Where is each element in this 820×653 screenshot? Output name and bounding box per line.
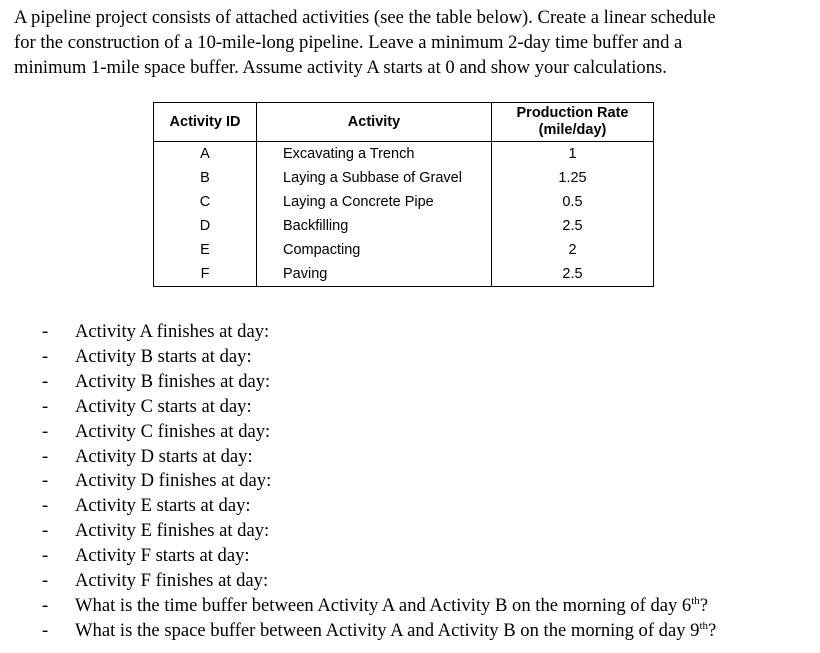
table-header-row (154, 103, 654, 142)
list-item (0, 519, 716, 544)
ordinal-suffix: th (691, 594, 700, 607)
cell-activity: Backfilling (257, 214, 492, 238)
question-mark: ? (699, 594, 709, 616)
problem-line: minimum 1-mile space buffer. Assume activity A starts at 0 and show your calculations. (14, 57, 667, 78)
list-item (0, 420, 716, 445)
question-text-time-buffer (75, 595, 708, 616)
cell-activity: Laying a Subbase of Gravel (257, 166, 492, 190)
cell-activity: Compacting (257, 238, 492, 262)
problem-statement (14, 5, 814, 80)
list-item (0, 395, 716, 420)
cell-activity-id: F (154, 262, 257, 287)
cell-activity-id: C (154, 190, 257, 214)
cell-rate: 0.5 (492, 190, 654, 214)
cell-rate: 2.5 (492, 214, 654, 238)
question-list (0, 320, 716, 644)
header-production-rate (492, 103, 654, 142)
question-text-space-buffer (75, 620, 716, 641)
bullet-dash: - (42, 370, 49, 392)
header-activity-id: Activity ID (154, 103, 257, 142)
bullet-dash: - (42, 321, 49, 342)
cell-rate: 1.25 (492, 166, 654, 190)
question-text: Activity F finishes at day: (75, 570, 269, 592)
cell-rate: 2.5 (492, 262, 654, 287)
table-row (154, 190, 654, 214)
list-item (0, 370, 716, 395)
question-text: Activity E starts at day: (75, 495, 251, 517)
question-mark: ? (708, 619, 717, 641)
header-rate-label: Production Rate (516, 105, 629, 121)
cell-rate: 2 (492, 238, 654, 262)
bullet-dash: - (42, 445, 49, 467)
bullet-dash: - (42, 345, 49, 367)
cell-activity-id: B (154, 166, 257, 190)
cell-activity: Excavating a Trench (257, 142, 492, 167)
question-text: Activity C starts at day: (75, 395, 252, 417)
bullet-dash: - (42, 520, 49, 542)
list-item (0, 345, 716, 370)
bullet-dash: - (42, 545, 49, 567)
question-text: Activity D finishes at day: (75, 470, 272, 492)
question-text: Activity A finishes at day: (75, 321, 270, 342)
question-text: Activity F starts at day: (75, 545, 250, 567)
table-row (154, 262, 654, 287)
list-item (0, 594, 716, 619)
question-text: Activity E finishes at day: (75, 520, 270, 542)
bullet-dash: - (42, 470, 49, 492)
bullet-dash: - (42, 495, 49, 517)
question-body: What is the time buffer between Activity A and Activity B on the morning of day 6 (75, 594, 692, 616)
table-row (154, 142, 654, 167)
header-rate-unit: (mile/day) (538, 122, 607, 138)
question-body: What is the space buffer between Activity A and Activity B on the morning of day 9 (75, 619, 700, 641)
table-row (154, 238, 654, 262)
list-item (0, 320, 716, 345)
list-item (0, 569, 716, 594)
cell-activity-id: A (154, 142, 257, 167)
bullet-dash: - (42, 570, 49, 592)
list-item (0, 445, 716, 470)
bullet-dash: - (42, 619, 49, 641)
bullet-dash: - (42, 395, 49, 417)
activity-table (153, 102, 654, 287)
cell-activity-id: D (154, 214, 257, 238)
cell-rate: 1 (492, 142, 654, 167)
problem-line: A pipeline project consists of attached activities (see the table below). Create a linear schedule (14, 7, 716, 28)
question-text: Activity C finishes at day: (75, 420, 271, 442)
list-item (0, 619, 716, 644)
cell-activity: Paving (257, 262, 492, 287)
question-text: Activity B finishes at day: (75, 370, 271, 392)
cell-activity: Laying a Concrete Pipe (257, 190, 492, 214)
header-activity: Activity (257, 103, 492, 142)
question-text: Activity B starts at day: (75, 345, 252, 367)
list-item (0, 469, 716, 494)
bullet-dash: - (42, 594, 49, 616)
list-item (0, 544, 716, 569)
problem-line: for the construction of a 10-mile-long pipeline. Leave a minimum 2-day time buffer and a (14, 32, 683, 53)
question-text: Activity D starts at day: (75, 445, 253, 467)
bullet-dash: - (42, 420, 49, 442)
cell-activity-id: E (154, 238, 257, 262)
list-item (0, 494, 716, 519)
table-row (154, 214, 654, 238)
table-row (154, 166, 654, 190)
ordinal-suffix: th (699, 619, 709, 632)
